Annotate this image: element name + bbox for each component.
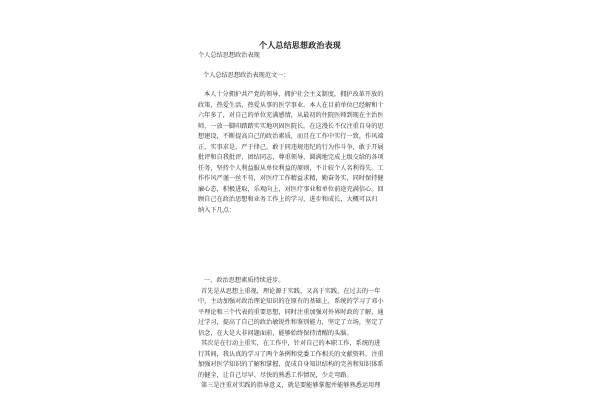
body-paragraph-2 [198,276,408,392]
paragraph-line: 作作风严谨一丝不苟，对医疗工作精益求精，勤奋务实，同时保持健 [198,175,384,182]
page-title: 个人总结思想政治表现 [259,40,341,50]
paragraph-line: 平理论和三个代表的重要思想，同时注重加强对外界时政的了解，通 [198,308,384,316]
paragraph-line: 六年多了，对自己的单位充满感情，从最初的住院医师到现在主治医 [198,112,384,119]
paragraph-line: 廉心态，积极进取，乐观向上，对医疗事业和单位前途充满信心。回 [198,185,384,193]
paragraph-line: 批评和自我批评，团结同志，尊重领导，圆满地完成上级交给的各项 [198,154,384,161]
paragraph-line: 行其间，我认真的学习了两个条例和党委工作相关的文献资料，注重 [198,350,384,358]
paragraph-line: 第三是注重对实践的指导意义，就是要能够掌握并能够熟悉运用理 [201,382,381,389]
paragraph-line: 师，一放一脚印踏踏实实地巩固医院长。在这漫长不仅注重自身的思 [198,122,384,130]
paragraph-line: 其次是在行动上重实，在工作中，针对自己的本职工作，系统的进 [201,340,381,347]
paragraph-line: 首先是从思想上重视，理论源于实践，又高于实践，在过去的一年 [201,287,381,295]
paragraph-line: 加强对医学知识的了解和掌握，促成自身知识结构的完善和知识体系 [198,361,384,368]
body-paragraph-1 [198,90,408,216]
paragraph-line: 信念，在大是大非问题面前，能够始终保持清醒的头脑。 [198,329,353,337]
paragraph-line: 中，主动加强对政治理论知识的在原有的基础上，系统的学习了邓小 [198,298,384,305]
paragraph-line: 的健全，让自己尽早、尽快的熟悉工作情况，少走弯路。 [198,371,353,379]
paragraph-line: 过学习，提高了自己的政治敏锐性和鉴别能力，坚定了立场，坚定了 [198,319,384,326]
paragraph-heading: 一、政治思想素质持续进步。 [204,277,285,284]
paragraph-line: 正，实事求是，严于律己，敢于同违规违纪的行为作斗争，敢于开展 [198,143,384,151]
paragraph-line: 顾自己在政治思想和业务工作上的学习，进步和成长，大概可以归 [198,196,378,203]
section-heading: 个人总结思想政治表现范文一： [203,72,290,79]
paragraph-line: 想建设，不断提高自己的政治素质，而且在工作中实行一致，作风端 [198,133,384,140]
paragraph-line: 纳入下几点： [198,206,236,214]
paragraph-line: 政策，热爱生活，热爱从事的医学事业。本人在目前单位已经解和十 [198,101,384,109]
paragraph-line: 任务，坚持个人利益服从单位利益的原则，不计较个人名利得失。工 [198,164,384,172]
document-subtitle: 个人总结思想政治表现 [198,52,260,59]
paragraph-line: 本人十分拥护共产党的领导，拥护社会主义制度，拥护改革开放的 [204,91,384,98]
